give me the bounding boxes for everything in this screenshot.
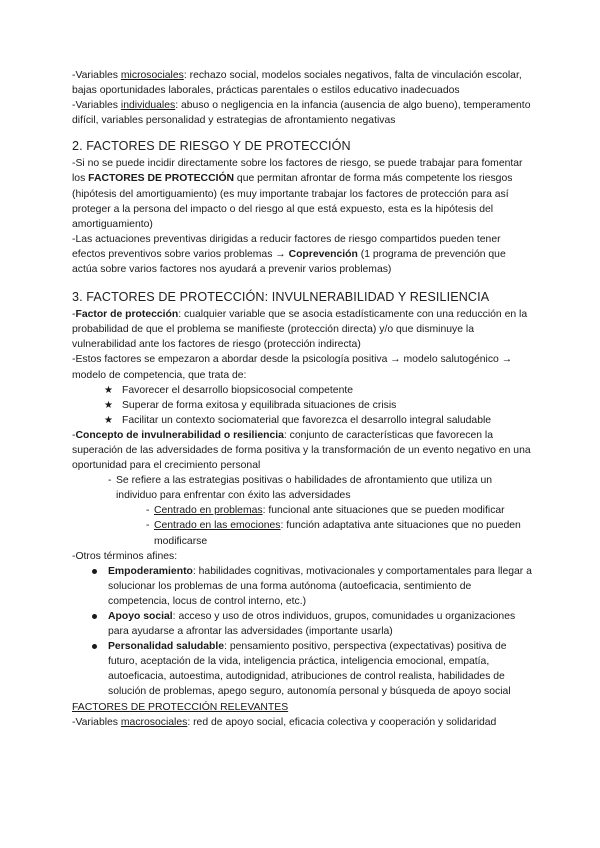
list-item: ★ Superar de forma exitosa y equilibrada situaciones de crisis xyxy=(72,398,532,413)
list-item: Apoyo social: acceso y uso de otros individuos, grupos, comunidades u organizaciones para ayudarse a afrontar las adversidades (importante usarla) xyxy=(72,609,532,639)
dash-marker: - xyxy=(146,520,150,532)
related-terms-list xyxy=(72,564,532,700)
related-terms-intro: -Otros términos afines: xyxy=(72,550,178,562)
coprevencion-term: Coprevención xyxy=(288,248,358,260)
macrosocial-variables-paragraph: -Variables macrosociales: red de apoyo social, eficacia colectiva y cooperación y solidaridad xyxy=(72,716,497,728)
list-item: Personalidad saludable: pensamiento positivo, perspectiva (expectativas) positiva de futuro, aceptación de la vida, inteligencia práctica, inteligencia emocional, empatía, autoeficacia, autoestima, autodignidad, atribuciones de control realista, habilidades de solución de problemas, apego seguro, autonomía personal y búsqueda de apoyo social xyxy=(72,639,532,699)
bullet-icon xyxy=(92,569,97,574)
factores-proteccion-term: FACTORES DE PROTECCIÓN xyxy=(88,173,235,185)
individuales-term: individuales xyxy=(120,100,176,112)
competence-model-list xyxy=(72,383,532,428)
protective-factors-paragraph: -Si no se puede incidir directamente sobre los factores de riesgo, se puede trabajar para fomentar los FACTORES DE PROTECCIÓN que permitan afrontar de forma más competente los riesgos (hipótesis del amortiguamiento) (es muy importante trabajar los factores de protección para así proteger a la persona del impacto o del riesgo al que está expuesto, esta es la hipótesis del amortiguamiento) xyxy=(72,158,523,230)
list-item: ★ Favorecer el desarrollo biopsicosocial competente xyxy=(72,383,532,398)
individual-variables-paragraph: -Variables individuales: abuso o negligencia en la infancia (ausencia de algo bueno), temperamento difícil, variables personalidad y estrategias de afrontamiento negativas xyxy=(72,100,531,127)
problem-focused-item: - Centrado en problemas: funcional ante situaciones que se pueden modificar xyxy=(72,503,532,518)
section-3-heading: 3. FACTORES DE PROTECCIÓN: INVULNERABILIDAD Y RESILIENCIA xyxy=(72,290,490,305)
coprevention-paragraph: -Las actuaciones preventivas dirigidas a reducir factores de riesgo compartidos pueden tener efectos preventivos sobre varios problemas → Coprevención (1 programa de prevención que actúa sobre varios factores nos ayudará a prevenir varios problemas) xyxy=(72,233,506,276)
emotion-focused-item: - Centrado en las emociones: función adaptativa ante situaciones que no pueden modificarse xyxy=(146,520,521,547)
section-2-heading: 2. FACTORES DE RIESGO Y DE PROTECCIÓN xyxy=(72,139,351,154)
bullet-icon xyxy=(92,644,97,649)
coping-strategies-item: - Se refiere a las estrategias positivas o habilidades de afrontamiento que utiliza un individuo para enfrentar con éxito las adversidades xyxy=(108,475,493,502)
positive-psychology-paragraph: -Estos factores se empezaron a abordar desde la psicología positiva → modelo salutogénico → modelo de competencia, que trata de: xyxy=(72,354,513,381)
dash-marker: - xyxy=(108,475,112,487)
resilience-definition: -Concepto de invulnerabilidad o resiliencia: conjunto de características que favorecen la superación de las adversidades de forma positiva y la transformación de un evento negativo en una oportunidad para el crecimiento personal xyxy=(72,429,531,472)
document-page xyxy=(72,68,532,730)
dash-marker: - xyxy=(146,505,150,517)
star-icon: ★ xyxy=(104,414,113,426)
list-item: Empoderamiento: habilidades cognitivas, motivacionales y comportamentales para llegar a solucionar los problemas de una forma autónoma (autoeficacia, sentimiento de competencia, locus de control interno, etc.) xyxy=(72,564,532,609)
bullet-icon xyxy=(92,614,97,619)
star-icon: ★ xyxy=(104,399,113,411)
macrosociales-term: macrosociales xyxy=(120,716,188,728)
list-item: ★ Facilitar un contexto sociomaterial que favorezca el desarrollo integral saludable xyxy=(72,413,532,428)
star-icon: ★ xyxy=(104,384,113,396)
microsociales-term: microsociales xyxy=(120,70,184,81)
factor-proteccion-term: Factor de protección xyxy=(75,309,179,321)
resiliencia-term: Concepto de invulnerabilidad o resiliencia xyxy=(75,429,284,441)
protection-factor-definition: -Factor de protección: cualquier variable que se asocia estadísticamente con una reducción en la probabilidad de que el problema se manifieste (protección directa) y/o que disminuye la vulnerabilidad ante los factores de riesgo (protección indirecta) xyxy=(72,309,528,351)
relevant-factors-heading: FACTORES DE PROTECCIÓN RELEVANTES xyxy=(72,701,289,713)
microsocial-variables-paragraph: -Variables microsociales: rechazo social, modelos sociales negativos, falta de vinculación escolar, bajas oportunidades laborales, prácticas parentales o estilos educativo inadecuados xyxy=(72,70,522,97)
